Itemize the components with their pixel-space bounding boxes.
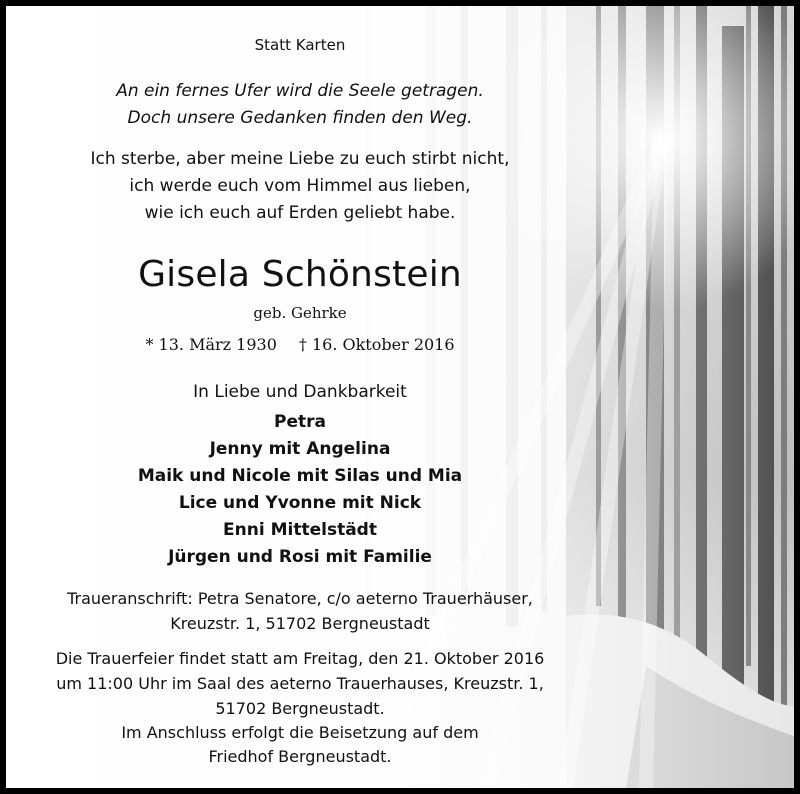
ceremony-line-4: Im Anschluss erfolgt die Beisetzung auf dem	[121, 723, 479, 742]
ceremony-line-2: um 11:00 Uhr im Saal des aeterno Trauerhauses, Kreuzstr. 1,	[56, 674, 544, 693]
quote-line-1: An ein fernes Ufer wird die Seele getragen.	[116, 81, 484, 101]
birth-name: geb. Gehrke	[253, 304, 347, 322]
quote-line-2: Doch unsere Gedanken finden den Weg.	[127, 108, 473, 128]
obituary-text	[6, 6, 594, 788]
address-line-1: Traueranschrift: Petra Senatore, c/o aeterno Trauerhäuser,	[67, 589, 533, 608]
mourner-name: Petra	[274, 412, 326, 432]
mourner-name: Lice und Yvonne mit Nick	[178, 493, 422, 513]
ceremony-line-5: Friedhof Bergneustadt.	[208, 747, 392, 766]
mourners-intro: In Liebe und Dankbarkeit	[193, 382, 407, 402]
statt-karten: Statt Karten	[254, 36, 346, 54]
mourner-name: Enni Mittelstädt	[223, 520, 377, 540]
mourner-name: Maik und Nicole mit Silas und Mia	[137, 466, 463, 486]
verse-line-1: Ich sterbe, aber meine Liebe zu euch stirbt nicht,	[90, 149, 510, 169]
verse-line-2: ich werde euch vom Himmel aus lieben,	[129, 176, 471, 196]
mourner-name: Jenny mit Angelina	[209, 439, 391, 459]
verse-line-3: wie ich euch auf Erden geliebt habe.	[144, 203, 456, 223]
ceremony-line-1: Die Trauerfeier findet statt am Freitag, den 21. Oktober 2016	[55, 649, 545, 668]
death-date: † 16. Oktober 2016	[298, 335, 455, 354]
birth-date: * 13. März 1930	[145, 335, 277, 354]
life-dates	[6, 335, 594, 354]
mourner-name: Jürgen und Rosi mit Familie	[168, 547, 432, 567]
ceremony-line-3: 51702 Bergneustadt.	[215, 699, 385, 718]
address-line-2: Kreuzstr. 1, 51702 Bergneustadt	[170, 614, 430, 633]
deceased-name: Gisela Schönstein	[138, 254, 462, 295]
